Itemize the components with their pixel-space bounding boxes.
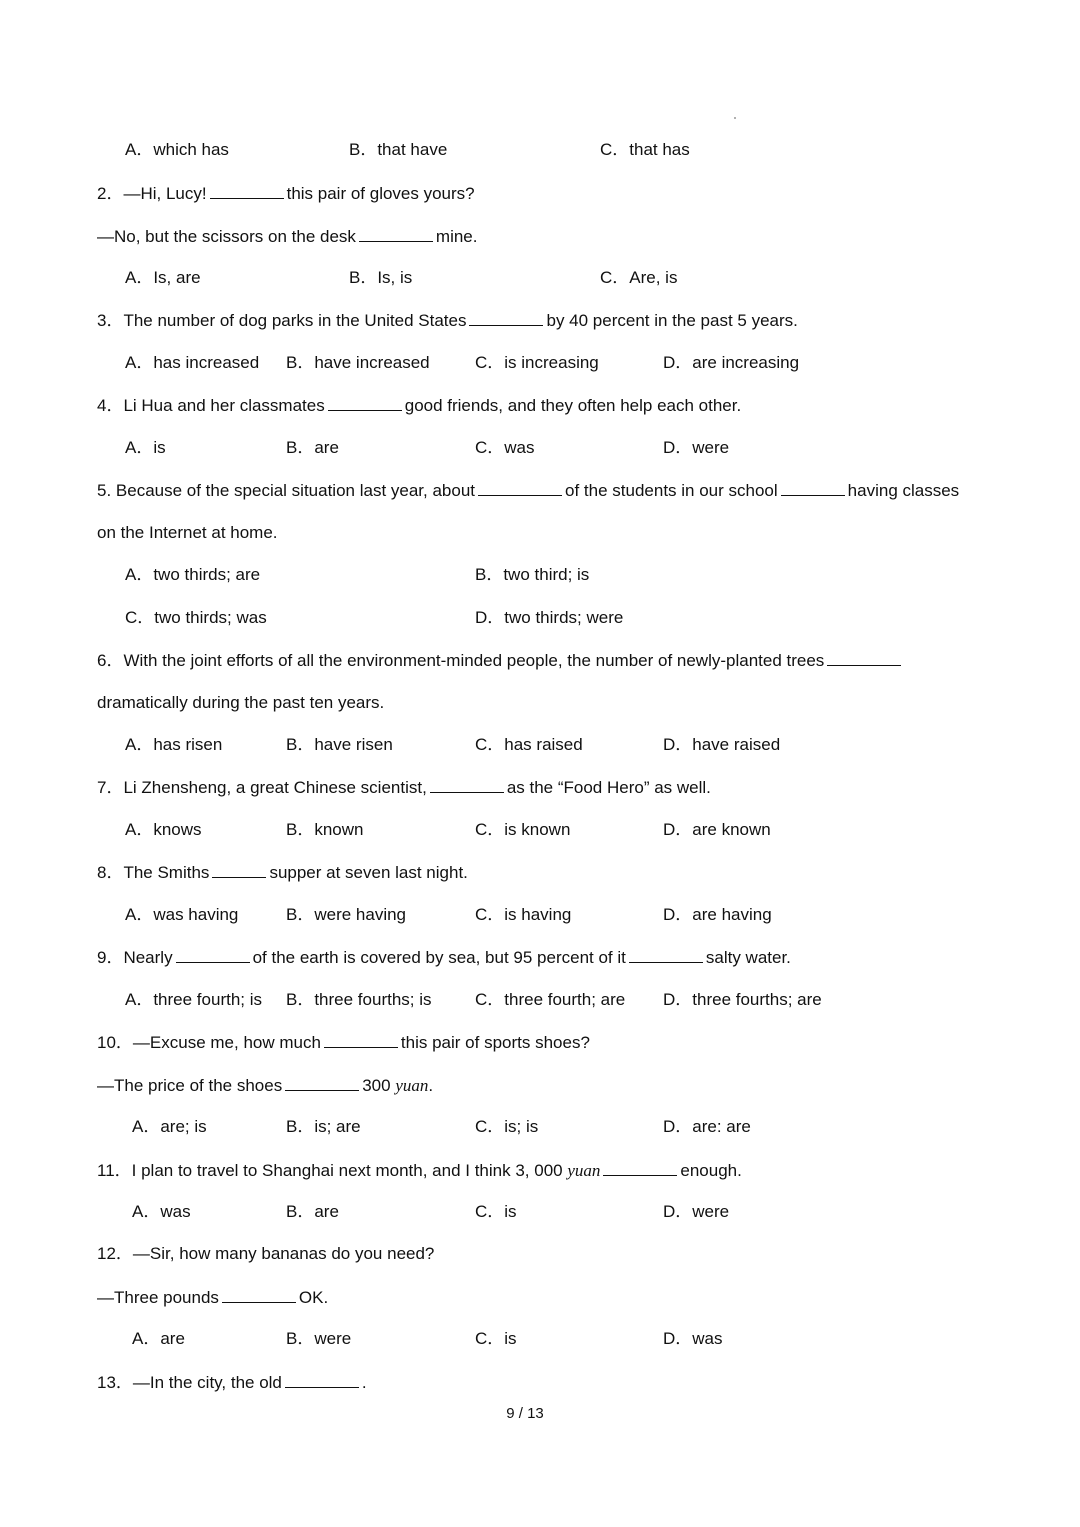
q6-stem-line2: dramatically during the past ten years. xyxy=(97,693,385,712)
q5-stem-line2: on the Internet at home. xyxy=(97,523,278,542)
q10-stem-line2: —The price of the shoes 300 yuan. xyxy=(97,1076,434,1095)
q10-option-c: C．is; is xyxy=(475,1117,539,1136)
answer-blank xyxy=(629,947,703,963)
q10-option-a: A．are; is xyxy=(132,1117,207,1136)
q12-option-b: B．were xyxy=(286,1329,352,1348)
q2-stem-line2: —No, but the scissors on the desk mine. xyxy=(97,227,478,246)
answer-blank xyxy=(430,777,504,793)
answer-blank xyxy=(478,480,562,496)
q13-stem: 13．—In the city, the old . xyxy=(97,1373,367,1392)
answer-blank xyxy=(328,395,402,411)
q12-stem-line1: 12．—Sir, how many bananas do you need? xyxy=(97,1244,435,1263)
q9-option-c: C．three fourth; are xyxy=(475,990,626,1009)
q4-option-d: D．were xyxy=(663,438,730,457)
answer-blank xyxy=(285,1372,359,1388)
q3-option-b: B．have increased xyxy=(286,353,430,372)
q3-option-d: D．are increasing xyxy=(663,353,800,372)
q12-option-c: C．is xyxy=(475,1329,517,1348)
q5-stem-line1: 5. Because of the special situation last year, about of the students in our school having classes xyxy=(97,481,960,500)
q10-option-d: D．are: are xyxy=(663,1117,751,1136)
q1-option-c: C．that has xyxy=(600,140,690,159)
q7-stem: 7．Li Zhensheng, a great Chinese scientist, as the “Food Hero” as well. xyxy=(97,778,711,797)
q5-option-c: C．two thirds; was xyxy=(125,608,267,627)
q1-option-a: A．which has xyxy=(125,140,229,159)
stray-mark xyxy=(734,117,736,119)
page-number: 9 / 13 xyxy=(506,1405,544,1422)
q10-option-b: B．is; are xyxy=(286,1117,361,1136)
q6-stem-line1: 6．With the joint efforts of all the environment-minded people, the number of newly-planted trees xyxy=(97,650,904,671)
q6-option-c: C．has raised xyxy=(475,735,583,754)
q3-stem: 3．The number of dog parks in the United States by 40 percent in the past 5 years. xyxy=(97,311,798,330)
q9-stem: 9．Nearly of the earth is covered by sea, but 95 percent of it salty water. xyxy=(97,948,791,967)
q11-option-a: A．was xyxy=(132,1202,191,1221)
q9-option-a: A．three fourth; is xyxy=(125,990,263,1009)
q9-option-b: B．three fourths; is xyxy=(286,990,432,1009)
q2-stem-line1: 2．—Hi, Lucy! this pair of gloves yours? xyxy=(97,184,475,203)
q6-option-b: B．have risen xyxy=(286,735,393,754)
q8-stem: 8．The Smiths supper at seven last night. xyxy=(97,863,468,882)
q11-option-c: C．is xyxy=(475,1202,517,1221)
answer-blank xyxy=(176,947,250,963)
q7-option-d: D．are known xyxy=(663,820,771,839)
answer-blank xyxy=(210,183,284,199)
q8-option-b: B．were having xyxy=(286,905,407,924)
q4-option-c: C．was xyxy=(475,438,535,457)
q12-option-a: A．are xyxy=(132,1329,185,1348)
q5-option-d: D．two thirds; were xyxy=(475,608,624,627)
q4-option-b: B．are xyxy=(286,438,339,457)
q8-option-c: C．is having xyxy=(475,905,572,924)
q7-option-b: B．known xyxy=(286,820,364,839)
q2-option-b: B．Is, is xyxy=(349,268,413,287)
answer-blank xyxy=(827,650,901,666)
q12-option-d: D．was xyxy=(663,1329,723,1348)
q3-option-a: A．has increased xyxy=(125,353,260,372)
q8-option-d: D．are having xyxy=(663,905,772,924)
q11-stem: 11．I plan to travel to Shanghai next month, and I think 3, 000 yuan enough. xyxy=(97,1161,742,1180)
q7-option-c: C．is known xyxy=(475,820,571,839)
q6-option-a: A．has risen xyxy=(125,735,223,754)
q7-option-a: A．knows xyxy=(125,820,202,839)
answer-blank xyxy=(603,1160,677,1176)
answer-blank xyxy=(359,226,433,242)
q11-option-d: D．were xyxy=(663,1202,730,1221)
q10-stem-line1: 10．—Excuse me, how much this pair of sports shoes? xyxy=(97,1033,590,1052)
answer-blank xyxy=(469,310,543,326)
answer-blank xyxy=(212,862,266,878)
answer-blank xyxy=(781,480,845,496)
q3-option-c: C．is increasing xyxy=(475,353,599,372)
q1-option-b: B．that have xyxy=(349,140,448,159)
q12-stem-line2: —Three pounds OK. xyxy=(97,1288,329,1307)
answer-blank xyxy=(222,1287,296,1303)
answer-blank xyxy=(285,1075,359,1091)
q2-option-c: C．Are, is xyxy=(600,268,678,287)
q9-option-d: D．three fourths; are xyxy=(663,990,822,1009)
q2-option-a: A．Is, are xyxy=(125,268,201,287)
q4-stem: 4．Li Hua and her classmates good friends, and they often help each other. xyxy=(97,396,742,415)
answer-blank xyxy=(324,1032,398,1048)
q4-option-a: A．is xyxy=(125,438,166,457)
q5-option-a: A．two thirds; are xyxy=(125,565,261,584)
q8-option-a: A．was having xyxy=(125,905,239,924)
q11-option-b: B．are xyxy=(286,1202,339,1221)
q6-option-d: D．have raised xyxy=(663,735,781,754)
q5-option-b: B．two third; is xyxy=(475,565,590,584)
